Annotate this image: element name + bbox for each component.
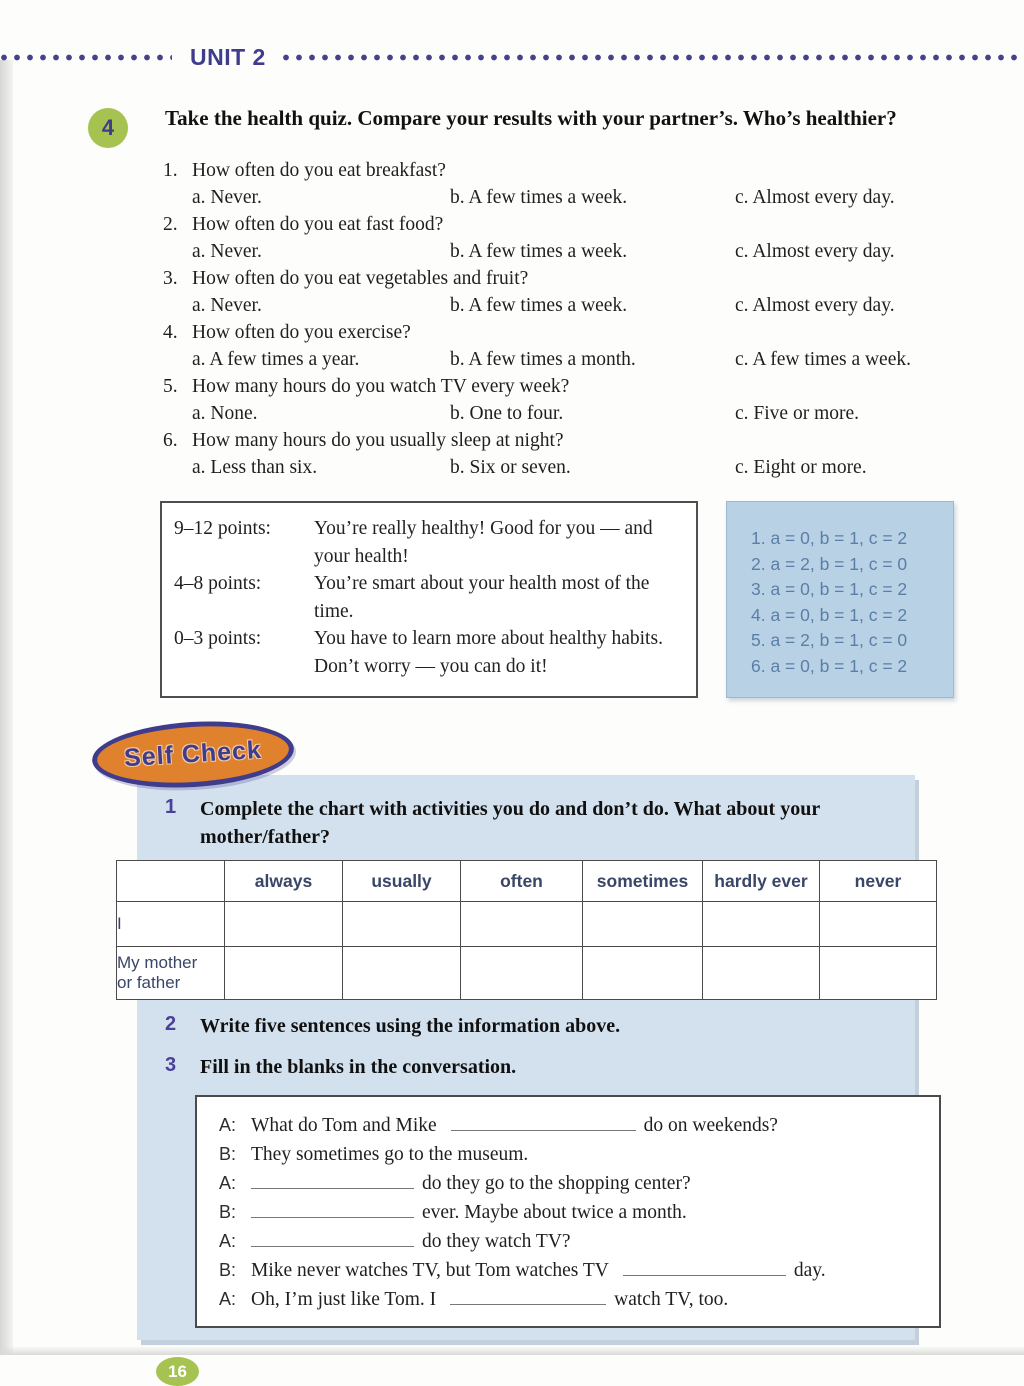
option-a: a. A few times a year. — [192, 349, 360, 370]
header-empty — [117, 861, 225, 902]
header-usually: usually — [343, 861, 461, 902]
self-check-panel — [117, 775, 915, 1340]
frequency-chart-table — [116, 860, 937, 1000]
option-a: a. Never. — [192, 187, 262, 208]
empty-cell — [583, 902, 703, 947]
score-item — [174, 515, 686, 570]
row-label-i: I — [117, 902, 225, 947]
question-number: 1. — [163, 160, 178, 181]
header-never: never — [820, 861, 937, 902]
scan-bottom-edge — [0, 1346, 1024, 1355]
question-text: How often do you eat vegetables and fruit? — [192, 268, 529, 289]
speaker-label: A: — [219, 1115, 237, 1135]
quiz-question — [163, 427, 1024, 481]
empty-cell — [820, 947, 937, 1000]
speaker-label: A: — [219, 1289, 237, 1309]
question-number: 4. — [163, 322, 178, 343]
empty-cell — [225, 947, 343, 1000]
conversation-box — [195, 1095, 941, 1328]
option-b: b. A few times a month. — [450, 349, 636, 370]
fill-in-blank — [450, 1286, 606, 1305]
quiz-question — [163, 373, 1024, 427]
fill-in-blank — [251, 1228, 414, 1247]
task-2 — [165, 1012, 915, 1040]
question-text: How many hours do you watch TV every week? — [192, 376, 570, 397]
answer-key-line: 1. a = 0, b = 1, c = 2 — [751, 528, 908, 548]
empty-cell — [343, 947, 461, 1000]
scoring-section — [160, 501, 1024, 698]
line-pre-text: What do Tom and Mike — [251, 1115, 437, 1136]
empty-cell — [703, 947, 820, 1000]
answer-key-line: 6. a = 0, b = 1, c = 2 — [751, 655, 908, 676]
option-b: b. One to four. — [450, 403, 564, 424]
option-b: b. A few times a week. — [450, 295, 628, 316]
option-a: a. None. — [192, 403, 258, 424]
option-a: a. Less than six. — [192, 457, 318, 478]
line-post-text: day. — [793, 1260, 826, 1281]
score-range: 4–8 points: — [174, 573, 262, 594]
answer-key-line: 4. a = 0, b = 1, c = 2 — [751, 604, 908, 625]
conversation-line — [219, 1169, 919, 1198]
question-number: 3. — [163, 268, 178, 289]
header-often: often — [461, 861, 583, 902]
question-number: 6. — [163, 430, 178, 451]
option-b: b. A few times a week. — [450, 187, 628, 208]
task-instruction: Complete the chart with activities you do and don’t do. What about your mother/father? — [200, 798, 820, 848]
conversation-line — [219, 1256, 919, 1285]
page-number-badge: 16 — [156, 1357, 199, 1386]
conversation-text — [251, 1256, 826, 1285]
conversation-text — [251, 1111, 778, 1140]
table-row — [117, 947, 937, 1000]
question-number: 5. — [163, 376, 178, 397]
answer-key-line: 5. a = 2, b = 1, c = 0 — [751, 630, 908, 650]
task-1 — [165, 795, 915, 851]
line-pre-text: They sometimes go to the museum. — [251, 1144, 529, 1165]
empty-cell — [461, 902, 583, 947]
header-sometimes: sometimes — [583, 861, 703, 902]
option-b: b. A few times a week. — [450, 241, 628, 262]
line-post-text: ever. Maybe about twice a month. — [422, 1202, 687, 1223]
score-text: You’re smart about your health most of the time. — [314, 573, 650, 622]
empty-cell — [225, 902, 343, 947]
table-row — [117, 902, 937, 947]
option-b: b. Six or seven. — [450, 457, 571, 478]
question-text: How often do you exercise? — [192, 322, 411, 343]
quiz-question — [163, 211, 1024, 265]
task-number: 2 — [165, 1013, 177, 1035]
row-label-mother-father — [117, 947, 225, 1000]
activity-number-marker: 4 — [88, 108, 128, 148]
quiz-question — [163, 319, 1024, 373]
option-c: c. Almost every day. — [735, 187, 895, 208]
empty-cell — [583, 947, 703, 1000]
line-post-text: do on weekends? — [643, 1115, 778, 1136]
question-number: 2. — [163, 214, 178, 235]
option-c: c. Almost every day. — [735, 241, 895, 262]
option-c: c. Eight or more. — [735, 457, 867, 478]
empty-cell — [703, 902, 820, 947]
conversation-line — [219, 1285, 919, 1314]
answer-key-box — [726, 501, 954, 698]
empty-cell — [461, 947, 583, 1000]
row-label-line2: or father — [117, 973, 181, 992]
dotted-line-left — [0, 53, 172, 62]
header-hardly-ever: hardly ever — [703, 861, 820, 902]
fill-in-blank — [251, 1170, 414, 1189]
conversation-text — [251, 1169, 691, 1198]
line-post-text: watch TV, too. — [614, 1289, 729, 1310]
fill-in-blank — [451, 1112, 636, 1131]
speaker-label: B: — [219, 1202, 237, 1222]
fill-in-blank — [623, 1257, 786, 1276]
conversation-line — [219, 1198, 919, 1227]
speaker-label: B: — [219, 1144, 237, 1164]
conversation-line — [219, 1111, 919, 1140]
answer-key-line: 3. a = 0, b = 1, c = 2 — [751, 579, 908, 599]
question-text: How many hours do you usually sleep at night? — [192, 430, 564, 451]
conversation-line — [219, 1227, 919, 1256]
header-always: always — [225, 861, 343, 902]
score-item — [174, 625, 686, 680]
health-quiz — [163, 157, 1024, 481]
option-a: a. Never. — [192, 295, 262, 316]
unit-header — [0, 0, 1024, 71]
option-c: c. Five or more. — [735, 403, 860, 424]
speaker-label: A: — [219, 1231, 237, 1251]
speaker-label: B: — [219, 1260, 237, 1280]
question-text: How often do you eat breakfast? — [192, 160, 446, 181]
fill-in-blank — [251, 1199, 414, 1218]
task-number: 1 — [165, 796, 177, 818]
conversation-text — [251, 1285, 728, 1314]
unit-label: UNIT 2 — [190, 44, 266, 70]
conversation-text — [251, 1198, 687, 1227]
task-3 — [165, 1053, 915, 1081]
quiz-question — [163, 265, 1024, 319]
line-pre-text: Oh, I’m just like Tom. I — [251, 1289, 437, 1310]
line-post-text: do they watch TV? — [422, 1231, 571, 1252]
score-range: 0–3 points: — [174, 628, 262, 649]
answer-key-line: 2. a = 2, b = 1, c = 0 — [751, 553, 908, 574]
line-post-text: do they go to the shopping center? — [422, 1173, 691, 1194]
speaker-label: A: — [219, 1173, 237, 1193]
dotted-line-right — [282, 53, 1024, 62]
option-a: a. Never. — [192, 241, 262, 262]
quiz-question — [163, 157, 1024, 211]
conversation-text — [251, 1140, 528, 1169]
row-label-line1: My mother — [117, 953, 198, 973]
points-box — [160, 501, 698, 698]
conversation-text — [251, 1227, 571, 1256]
scan-left-edge — [0, 60, 13, 1355]
task-instruction: Fill in the blanks in the conversation. — [200, 1056, 517, 1078]
option-c: c. A few times a week. — [735, 349, 911, 370]
empty-cell — [820, 902, 937, 947]
table-header-row — [117, 861, 937, 902]
conversation-line — [219, 1140, 919, 1169]
activity4-title: Take the health quiz. Compare your results with your partner’s. Who’s healthier? — [165, 106, 897, 130]
score-range: 9–12 points: — [174, 518, 271, 539]
task-instruction: Write five sentences using the information above. — [200, 1015, 621, 1037]
option-c: c. Almost every day. — [735, 295, 895, 316]
score-text: You have to learn more about healthy habits. Don’t worry — you can do it! — [314, 628, 663, 677]
question-text: How often do you eat fast food? — [192, 214, 444, 235]
line-pre-text: Mike never watches TV, but Tom watches TV — [251, 1260, 609, 1281]
score-item — [174, 570, 686, 625]
activity4-header — [88, 104, 1024, 148]
empty-cell — [343, 902, 461, 947]
self-check-badge-label: Self Check — [123, 735, 263, 773]
score-text: You’re really healthy! Good for you — and your health! — [314, 518, 653, 567]
task-number: 3 — [165, 1054, 177, 1076]
